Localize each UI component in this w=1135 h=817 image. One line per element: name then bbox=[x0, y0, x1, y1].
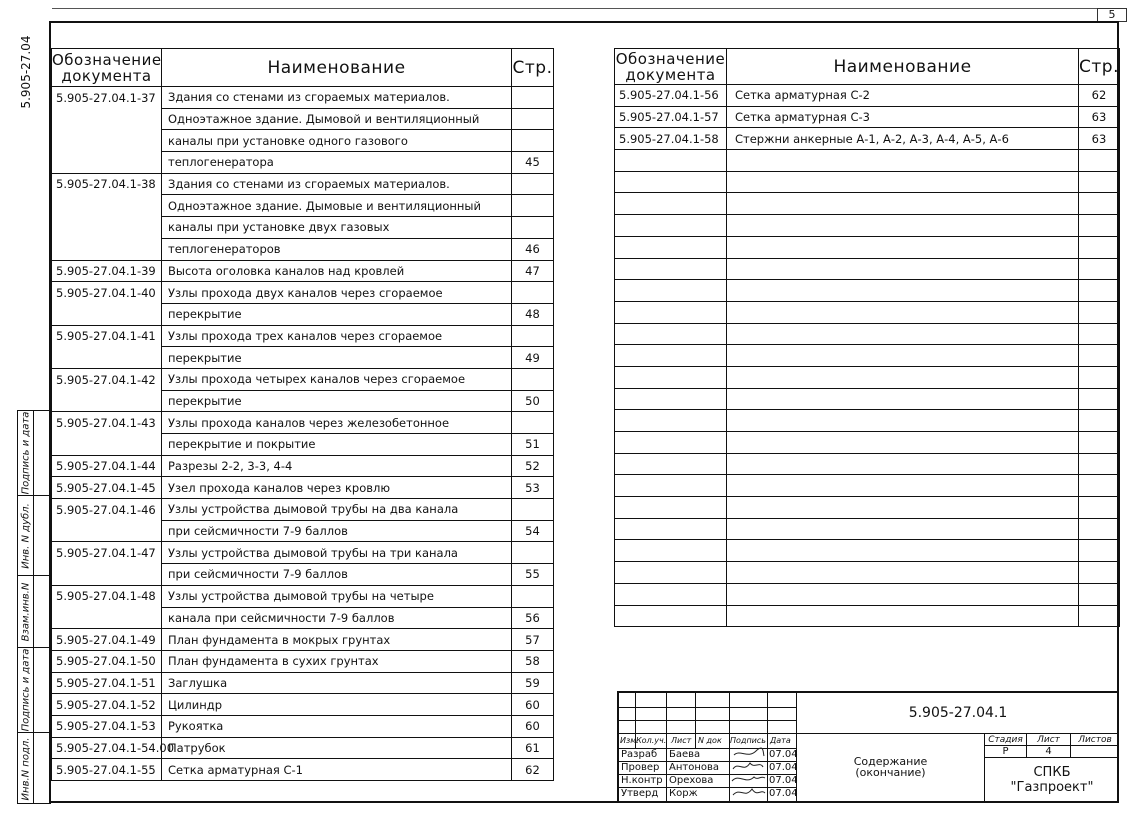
page-cell: 54 bbox=[512, 520, 554, 542]
title-line-1: Содержание bbox=[853, 755, 928, 768]
empty-row bbox=[615, 497, 1120, 519]
doc-name-cell: Сетка арматурная С-1 bbox=[162, 759, 512, 781]
page-cell: 59 bbox=[512, 672, 554, 694]
doc-name-cell: Узлы устройства дымовой трубы на два канала bbox=[162, 499, 512, 521]
revision-grid bbox=[619, 693, 797, 803]
role-norm-control: Н.контр bbox=[621, 775, 663, 786]
empty-cell bbox=[727, 215, 1079, 237]
empty-cell bbox=[1079, 475, 1120, 497]
doc-name-cell: Узлы прохода четырех каналов через сгораемое bbox=[162, 368, 512, 390]
page-cell: 61 bbox=[512, 737, 554, 759]
empty-cell bbox=[615, 258, 727, 280]
page-cell: 51 bbox=[512, 434, 554, 456]
empty-row bbox=[615, 236, 1120, 258]
doc-name-cell: Заглушка bbox=[162, 672, 512, 694]
doc-name-cell: перекрытие bbox=[162, 347, 512, 369]
table-row bbox=[52, 238, 554, 260]
header-ndok: N док bbox=[698, 736, 722, 745]
empty-cell bbox=[1079, 432, 1120, 454]
empty-cell bbox=[1079, 323, 1120, 345]
page-cell bbox=[512, 499, 554, 521]
empty-row bbox=[615, 388, 1120, 410]
empty-cell bbox=[727, 583, 1079, 605]
empty-cell bbox=[1079, 301, 1120, 323]
title-line-2: (окончание) bbox=[855, 766, 926, 779]
side-document-code: 5.905-27.04 bbox=[19, 35, 33, 109]
empty-cell bbox=[1079, 410, 1120, 432]
table-row bbox=[52, 195, 554, 217]
page-number: 5 bbox=[1108, 8, 1116, 21]
empty-row bbox=[615, 280, 1120, 302]
doc-code-cell: 5.905-27.04.1-44 bbox=[52, 455, 162, 477]
page-cell bbox=[512, 108, 554, 130]
table-row bbox=[52, 412, 554, 434]
page-cell: 47 bbox=[512, 260, 554, 282]
page-cell: 62 bbox=[1079, 85, 1120, 107]
empty-cell bbox=[615, 280, 727, 302]
doc-code-cell: 5.905-27.04.1-54.00 bbox=[52, 737, 162, 759]
page-cell: 60 bbox=[512, 715, 554, 737]
doc-code-cell bbox=[52, 607, 162, 629]
doc-code-cell: 5.905-27.04.1-43 bbox=[52, 412, 162, 434]
empty-cell bbox=[1079, 215, 1120, 237]
empty-cell bbox=[615, 410, 727, 432]
empty-row bbox=[615, 301, 1120, 323]
table-row bbox=[52, 477, 554, 499]
contents-table-right bbox=[614, 48, 1120, 627]
doc-name-cell: Узлы устройства дымовой трубы на три канала bbox=[162, 542, 512, 564]
page-cell bbox=[512, 325, 554, 347]
empty-cell bbox=[1079, 562, 1120, 584]
doc-code-cell: 5.905-27.04.1-46 bbox=[52, 499, 162, 521]
doc-name-cell: Одноэтажное здание. Дымовые и вентиляционный bbox=[162, 195, 512, 217]
empty-row bbox=[615, 475, 1120, 497]
table-row bbox=[52, 303, 554, 325]
doc-code-cell: 5.905-27.04.1-53 bbox=[52, 715, 162, 737]
table-row bbox=[52, 564, 554, 586]
empty-cell bbox=[1079, 258, 1120, 280]
empty-cell bbox=[615, 215, 727, 237]
empty-cell bbox=[1079, 605, 1120, 627]
doc-code-cell bbox=[52, 390, 162, 412]
empty-cell bbox=[727, 366, 1079, 388]
org-line-2: "Газпроект" bbox=[1010, 780, 1094, 795]
empty-cell bbox=[615, 323, 727, 345]
side-label-signature-date: Подпись и дата bbox=[18, 648, 34, 733]
empty-cell bbox=[1079, 540, 1120, 562]
table-row bbox=[52, 499, 554, 521]
table-row bbox=[52, 737, 554, 759]
empty-cell bbox=[615, 236, 727, 258]
side-label-original-inv: Инв.N подл. bbox=[18, 733, 34, 804]
role-developer: Разраб bbox=[621, 749, 658, 760]
doc-code-cell: 5.905-27.04.1-58 bbox=[615, 128, 727, 150]
page-cell: 49 bbox=[512, 347, 554, 369]
header-data: Дата bbox=[770, 736, 791, 745]
column-header-page: Стр. bbox=[1079, 49, 1120, 85]
empty-cell bbox=[727, 193, 1079, 215]
empty-cell bbox=[727, 301, 1079, 323]
table-row bbox=[52, 347, 554, 369]
table-row bbox=[615, 106, 1120, 128]
empty-cell bbox=[727, 432, 1079, 454]
doc-name-cell: каналы при установке одного газового bbox=[162, 130, 512, 152]
doc-name-cell: перекрытие и покрытие bbox=[162, 434, 512, 456]
document-title bbox=[797, 734, 985, 803]
table-row bbox=[52, 672, 554, 694]
empty-row bbox=[615, 432, 1120, 454]
empty-row bbox=[615, 366, 1120, 388]
page-cell bbox=[512, 87, 554, 109]
page-cell: 63 bbox=[1079, 106, 1120, 128]
table-row bbox=[615, 85, 1120, 107]
empty-cell bbox=[1079, 150, 1120, 172]
stage-value: Р bbox=[985, 746, 1027, 758]
table-row bbox=[52, 715, 554, 737]
page-cell: 45 bbox=[512, 152, 554, 174]
doc-code-cell: 5.905-27.04.1-41 bbox=[52, 325, 162, 347]
empty-cell bbox=[615, 366, 727, 388]
table-row bbox=[52, 650, 554, 672]
doc-name-cell: Рукоятка bbox=[162, 715, 512, 737]
empty-cell bbox=[1079, 280, 1120, 302]
doc-name-cell: Цилиндр bbox=[162, 694, 512, 716]
table-row bbox=[52, 260, 554, 282]
page-cell bbox=[512, 585, 554, 607]
date-norm-control: 07.04 bbox=[769, 775, 798, 786]
doc-code-cell bbox=[52, 152, 162, 174]
table-row bbox=[52, 759, 554, 781]
table-row bbox=[52, 390, 554, 412]
table-row bbox=[52, 152, 554, 174]
empty-cell bbox=[615, 605, 727, 627]
page-cell bbox=[512, 173, 554, 195]
empty-cell bbox=[727, 150, 1079, 172]
page-number-box bbox=[1097, 8, 1127, 22]
doc-code-cell bbox=[52, 238, 162, 260]
empty-cell bbox=[727, 171, 1079, 193]
empty-row bbox=[615, 518, 1120, 540]
doc-code-cell bbox=[52, 347, 162, 369]
doc-name-cell: Узлы прохода каналов через железобетонное bbox=[162, 412, 512, 434]
table-row bbox=[52, 520, 554, 542]
table-row bbox=[52, 325, 554, 347]
doc-code-cell bbox=[52, 195, 162, 217]
empty-cell bbox=[727, 280, 1079, 302]
empty-cell bbox=[727, 258, 1079, 280]
table-row bbox=[52, 434, 554, 456]
page-cell: 52 bbox=[512, 455, 554, 477]
doc-name-cell: План фундамента в мокрых грунтах bbox=[162, 629, 512, 651]
empty-row bbox=[615, 605, 1120, 627]
empty-cell bbox=[615, 453, 727, 475]
doc-code-cell: 5.905-27.04.1-42 bbox=[52, 368, 162, 390]
empty-row bbox=[615, 562, 1120, 584]
doc-name-cell: Узлы прохода трех каналов через сгораемое bbox=[162, 325, 512, 347]
empty-row bbox=[615, 410, 1120, 432]
role-checker: Провер bbox=[621, 762, 660, 773]
empty-cell bbox=[615, 171, 727, 193]
table-row bbox=[52, 130, 554, 152]
doc-name-cell: теплогенератора bbox=[162, 152, 512, 174]
empty-cell bbox=[615, 583, 727, 605]
column-header-code: Обозначение документа bbox=[52, 50, 162, 85]
header-list: Лист bbox=[671, 736, 692, 745]
page-cell: 53 bbox=[512, 477, 554, 499]
sheets-label: Листов bbox=[1071, 734, 1119, 746]
empty-cell bbox=[1079, 193, 1120, 215]
empty-cell bbox=[727, 562, 1079, 584]
doc-code-cell bbox=[52, 303, 162, 325]
doc-code-cell: 5.905-27.04.1-39 bbox=[52, 260, 162, 282]
doc-name-cell: перекрытие bbox=[162, 303, 512, 325]
empty-cell bbox=[615, 475, 727, 497]
column-header-name: Наименование bbox=[727, 49, 1079, 85]
empty-cell bbox=[615, 193, 727, 215]
sheet-value: 4 bbox=[1027, 746, 1071, 758]
page-cell: 50 bbox=[512, 390, 554, 412]
doc-code-cell bbox=[52, 520, 162, 542]
empty-cell bbox=[1079, 518, 1120, 540]
doc-name-cell: Разрезы 2-2, 3-3, 4-4 bbox=[162, 455, 512, 477]
empty-cell bbox=[727, 345, 1079, 367]
date-developer: 07.04 bbox=[769, 749, 798, 760]
side-label-signature-date-top: Подпись и дата bbox=[18, 411, 34, 496]
doc-name-cell: каналы при установке двух газовых bbox=[162, 217, 512, 239]
empty-row bbox=[615, 193, 1120, 215]
doc-name-cell: План фундамента в сухих грунтах bbox=[162, 650, 512, 672]
empty-row bbox=[615, 323, 1120, 345]
empty-cell bbox=[615, 301, 727, 323]
table-row bbox=[615, 128, 1120, 150]
page-cell bbox=[512, 195, 554, 217]
doc-name-cell: Высота оголовка каналов над кровлей bbox=[162, 260, 512, 282]
stage-sheet-block bbox=[985, 734, 1119, 803]
page-cell: 56 bbox=[512, 607, 554, 629]
table-row bbox=[52, 629, 554, 651]
page-cell bbox=[512, 368, 554, 390]
name-checker: Антонова bbox=[669, 762, 719, 773]
empty-row bbox=[615, 215, 1120, 237]
empty-cell bbox=[615, 518, 727, 540]
empty-cell bbox=[1079, 171, 1120, 193]
header-izm: Изм. bbox=[620, 736, 639, 745]
side-label-dup-inv: Инв. N дубл. bbox=[18, 496, 34, 576]
page-cell bbox=[512, 217, 554, 239]
doc-name-cell: Стержни анкерные А-1, А-2, А-3, А-4, А-5, А-6 bbox=[727, 128, 1079, 150]
empty-cell bbox=[727, 518, 1079, 540]
organization bbox=[985, 758, 1119, 803]
empty-cell bbox=[727, 410, 1079, 432]
sheet-label: Лист bbox=[1027, 734, 1071, 746]
empty-row bbox=[615, 453, 1120, 475]
doc-code-cell bbox=[52, 434, 162, 456]
column-header-name: Наименование bbox=[162, 49, 512, 87]
empty-cell bbox=[1079, 388, 1120, 410]
page-cell: 63 bbox=[1079, 128, 1120, 150]
empty-cell bbox=[1079, 453, 1120, 475]
page-cell: 55 bbox=[512, 564, 554, 586]
doc-code-cell: 5.905-27.04.1-45 bbox=[52, 477, 162, 499]
doc-name-cell: Узел прохода каналов через кровлю bbox=[162, 477, 512, 499]
doc-name-cell: Сетка арматурная С-2 bbox=[727, 85, 1079, 107]
role-approver: Утверд bbox=[621, 788, 659, 799]
empty-row bbox=[615, 258, 1120, 280]
table-row bbox=[52, 173, 554, 195]
date-checker: 07.04 bbox=[769, 762, 798, 773]
name-norm-control: Орехова bbox=[669, 775, 714, 786]
column-header-code: Обозначение документа bbox=[615, 49, 726, 84]
doc-name-cell: Сетка арматурная С-3 bbox=[727, 106, 1079, 128]
name-developer: Баева bbox=[669, 749, 701, 760]
doc-code-cell: 5.905-27.04.1-52 bbox=[52, 694, 162, 716]
column-header-page: Стр. bbox=[512, 49, 554, 87]
empty-cell bbox=[615, 150, 727, 172]
doc-code-cell: 5.905-27.04.1-38 bbox=[52, 173, 162, 195]
doc-code-cell bbox=[52, 564, 162, 586]
empty-cell bbox=[615, 497, 727, 519]
contents-table-left bbox=[51, 48, 554, 781]
page-cell bbox=[512, 282, 554, 304]
table-row bbox=[52, 542, 554, 564]
empty-row bbox=[615, 540, 1120, 562]
empty-cell bbox=[1079, 583, 1120, 605]
table-row bbox=[52, 87, 554, 109]
empty-cell bbox=[1079, 345, 1120, 367]
table-row bbox=[52, 694, 554, 716]
doc-code-cell: 5.905-27.04.1-47 bbox=[52, 542, 162, 564]
doc-code-cell: 5.905-27.04.1-37 bbox=[52, 87, 162, 109]
doc-name-cell: Узлы прохода двух каналов через сгораемое bbox=[162, 282, 512, 304]
page-cell: 48 bbox=[512, 303, 554, 325]
empty-cell bbox=[727, 236, 1079, 258]
empty-cell bbox=[615, 562, 727, 584]
org-line-1: СПКБ bbox=[1033, 765, 1071, 780]
side-label-replace-inv: Взам.инв.N bbox=[18, 576, 34, 648]
empty-cell bbox=[1079, 366, 1120, 388]
table-row bbox=[52, 108, 554, 130]
title-block bbox=[617, 691, 1119, 803]
doc-name-cell: при сейсмичности 7-9 баллов bbox=[162, 520, 512, 542]
sheets-value bbox=[1071, 746, 1119, 758]
date-approver: 07.04 bbox=[769, 788, 798, 799]
empty-cell bbox=[615, 388, 727, 410]
page-cell bbox=[512, 412, 554, 434]
doc-name-cell: при сейсмичности 7-9 баллов bbox=[162, 564, 512, 586]
doc-code-cell bbox=[52, 130, 162, 152]
empty-cell bbox=[727, 453, 1079, 475]
doc-name-cell: Здания со стенами из сгораемых материалов. bbox=[162, 173, 512, 195]
empty-cell bbox=[615, 540, 727, 562]
doc-name-cell: канала при сейсмичности 7-9 баллов bbox=[162, 607, 512, 629]
doc-name-cell: Патрубок bbox=[162, 737, 512, 759]
table-row bbox=[52, 585, 554, 607]
page-cell bbox=[512, 130, 554, 152]
page-cell: 60 bbox=[512, 694, 554, 716]
header-podpis: Подпись bbox=[730, 736, 766, 745]
empty-row bbox=[615, 345, 1120, 367]
empty-cell bbox=[727, 475, 1079, 497]
empty-cell bbox=[727, 388, 1079, 410]
doc-code-cell: 5.905-27.04.1-55 bbox=[52, 759, 162, 781]
top-trim-line bbox=[52, 8, 1127, 9]
page-cell: 58 bbox=[512, 650, 554, 672]
table-row bbox=[52, 455, 554, 477]
empty-cell bbox=[1079, 236, 1120, 258]
doc-code-cell: 5.905-27.04.1-56 bbox=[615, 85, 727, 107]
page-cell bbox=[512, 542, 554, 564]
doc-code-cell bbox=[52, 217, 162, 239]
doc-name-cell: Одноэтажное здание. Дымовой и вентиляционный bbox=[162, 108, 512, 130]
doc-code-cell: 5.905-27.04.1-48 bbox=[52, 585, 162, 607]
empty-cell bbox=[615, 432, 727, 454]
empty-cell bbox=[727, 323, 1079, 345]
doc-name-cell: Узлы устройства дымовой трубы на четыре bbox=[162, 585, 512, 607]
side-stamp-strip bbox=[17, 410, 51, 804]
doc-code-cell bbox=[52, 108, 162, 130]
doc-code-cell: 5.905-27.04.1-50 bbox=[52, 650, 162, 672]
header-kol: Кол.уч. bbox=[636, 736, 667, 745]
doc-code-cell: 5.905-27.04.1-40 bbox=[52, 282, 162, 304]
empty-row bbox=[615, 150, 1120, 172]
doc-name-cell: Здания со стенами из сгораемых материалов. bbox=[162, 87, 512, 109]
table-row bbox=[52, 607, 554, 629]
page-cell: 62 bbox=[512, 759, 554, 781]
stage-label: Стадия bbox=[985, 734, 1027, 746]
doc-code-cell: 5.905-27.04.1-57 bbox=[615, 106, 727, 128]
document-number: 5.905-27.04.1 bbox=[797, 693, 1119, 734]
doc-code-cell: 5.905-27.04.1-49 bbox=[52, 629, 162, 651]
table-row bbox=[52, 368, 554, 390]
page-cell: 46 bbox=[512, 238, 554, 260]
doc-code-cell: 5.905-27.04.1-51 bbox=[52, 672, 162, 694]
page-cell: 57 bbox=[512, 629, 554, 651]
empty-cell bbox=[727, 497, 1079, 519]
empty-cell bbox=[1079, 497, 1120, 519]
doc-name-cell: теплогенераторов bbox=[162, 238, 512, 260]
table-row bbox=[52, 282, 554, 304]
empty-cell bbox=[727, 540, 1079, 562]
name-approver: Корж bbox=[669, 788, 698, 799]
signatures-image bbox=[730, 747, 767, 803]
empty-cell bbox=[727, 605, 1079, 627]
empty-cell bbox=[615, 345, 727, 367]
empty-row bbox=[615, 171, 1120, 193]
empty-row bbox=[615, 583, 1120, 605]
doc-name-cell: перекрытие bbox=[162, 390, 512, 412]
table-row bbox=[52, 217, 554, 239]
